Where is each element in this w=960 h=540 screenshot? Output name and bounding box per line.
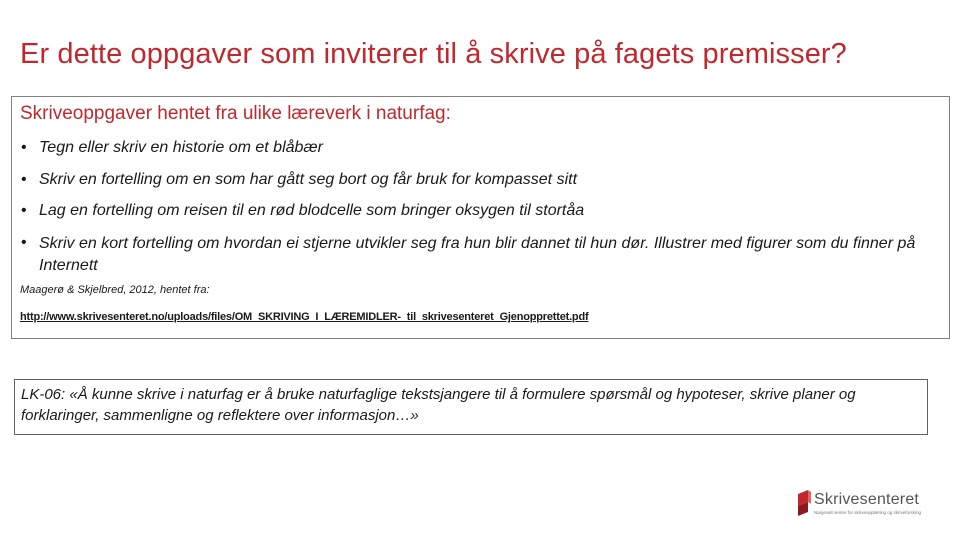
bullet-icon: • bbox=[21, 202, 27, 219]
skrivesenteret-logo-icon bbox=[796, 488, 812, 518]
curriculum-box bbox=[14, 379, 928, 435]
source-link[interactable]: http://www.skrivesenteret.no/uploads/files/OM_SKRIVING_I_LÆREMIDLER-_til_skrivesenteret_Gjenopprettet.pdf bbox=[20, 311, 589, 323]
list-item-text: Skriv en kort fortelling om hvordan ei stjerne utvikler seg fra hun blir dannet til hun dør. Illustrer med figurer som du finner på Internett bbox=[39, 235, 916, 274]
list-item-text: Skriv en fortelling om en som har gått seg bort og får bruk for kompasset sitt bbox=[39, 171, 578, 188]
list-item-text: Lag en fortelling om reisen til en rød blodcelle som bringer oksygen til stortåa bbox=[39, 202, 585, 219]
slide-title: Er dette oppgaver som inviterer til å skrive på fagets premisser? bbox=[20, 38, 847, 70]
skrivesenteret-logo bbox=[796, 488, 946, 522]
examples-box bbox=[11, 96, 950, 339]
logo-tagline: Nasjonalt senter for skriveopplæring og skriveforsking bbox=[814, 510, 922, 515]
examples-heading: Skriveoppgaver hentet fra ulike læreverk i naturfag: bbox=[20, 103, 451, 124]
bullet-icon: • bbox=[21, 139, 27, 156]
bullet-icon: • bbox=[21, 171, 27, 188]
list-item-text: Tegn eller skriv en historie om et blåbær bbox=[39, 139, 323, 156]
source-citation: Maagerø & Skjelbred, 2012, hentet fra: bbox=[20, 284, 210, 296]
curriculum-quote: LK-06: «Å kunne skrive i naturfag er å bruke naturfaglige tekstsjangere til å formulere spørsmål og hypoteser, skrive planer og forklaringer, sammenligne og reflektere over informasjon…» bbox=[21, 386, 856, 424]
bullet-icon: • bbox=[21, 234, 27, 251]
logo-name: Skrivesenteret bbox=[814, 491, 920, 508]
